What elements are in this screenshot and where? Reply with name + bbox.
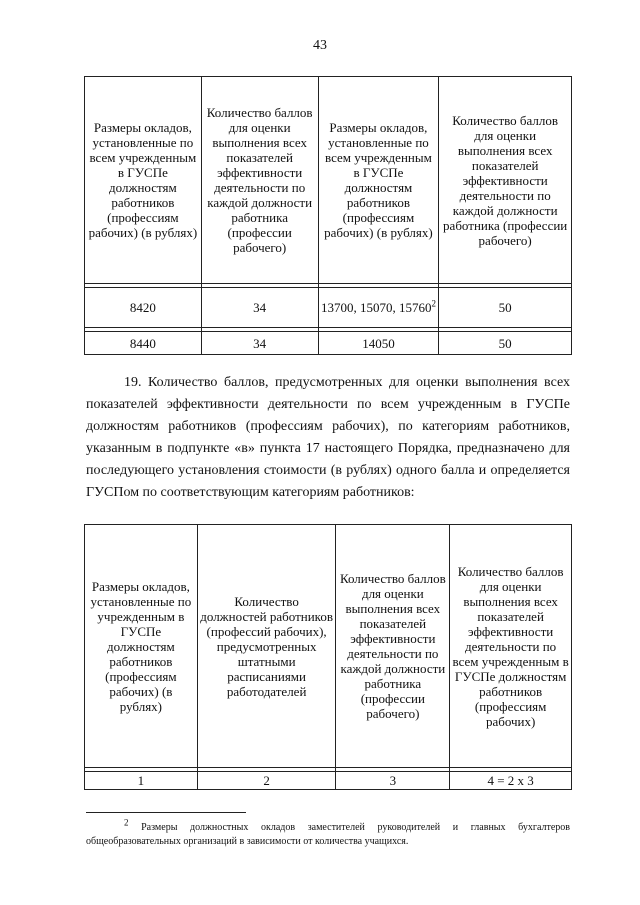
column-number: 4 = 2 x 3 [450, 772, 572, 790]
table-cell: 50 [439, 288, 572, 328]
table2-header-positions-count: Количество должностей работников (профессий рабочих), предусмотренных штатными расписаниями работодателей [197, 525, 336, 768]
column-number: 3 [336, 772, 450, 790]
table1-header-points-b: Количество баллов для оценки выполнения всех показателей эффективности деятельности по каждой должности работника (профессии рабочего) [439, 77, 572, 284]
footnote-ref: 2 [431, 298, 436, 309]
footnote-divider [86, 812, 246, 813]
salary-points-table-2 [84, 524, 572, 790]
table-cell: 13700, 15070, 15760$^2$ [318, 288, 439, 328]
footnote-mark: 2 [124, 817, 129, 828]
table-row [85, 288, 572, 328]
table2-header-points-per-position: Количество баллов для оценки выполнения всех показателей эффективности деятельности по каждой должности работника (профессии рабочего) [336, 525, 450, 768]
table-cell: 14050 [318, 332, 439, 355]
table-cell: 34 [201, 332, 318, 355]
column-number: 2 [197, 772, 336, 790]
page-number: 43 [313, 38, 327, 53]
paragraph-19: 19. Количество баллов, предусмотренных для оценки выполнения всех показателей эффективности деятельности по всем учрежденным в ГУСПе должностям работников (профессиям рабочих), по категориям работников, указанным в подпункте «в» пункта 17 настоящего Порядка, предназначено для последующего установления стоимости (в рублях) одного балла и определяется ГУСПом по соответствующим категориям работников: [86, 375, 570, 500]
table-row [85, 772, 572, 790]
table-row [85, 332, 572, 355]
table1-header-points-a: Количество баллов для оценки выполнения всех показателей эффективности деятельности по каждой должности работника (профессии рабочего) [201, 77, 318, 284]
salary-points-table-1 [84, 76, 572, 355]
table-cell: 34 [201, 288, 318, 328]
table1-header-salary-a: Размеры окладов, установленные по всем учрежденным в ГУСПе должностям работников (профессиям рабочих) (в рублях) [85, 77, 202, 284]
table1-header-salary-b: Размеры окладов, установленные по всем учрежденным в ГУСПе должностям работников (профессиям рабочих) (в рублях) [318, 77, 439, 284]
table-cell: 8420 [85, 288, 202, 328]
column-number: 1 [85, 772, 198, 790]
table2-header-points-total: Количество баллов для оценки выполнения всех показателей эффективности деятельности по всем учрежденным в ГУСПе должностям работников (профессиям рабочих) [450, 525, 572, 768]
footnote [86, 817, 570, 849]
footnote-text: Размеры должностных окладов заместителей руководителей и главных бухгалтеров общеобразовательных организаций в зависимости от количества учащихся. [86, 822, 570, 847]
table2-header-salary: Размеры окладов, установленные по учрежденным в ГУСПе должностям работников (профессиям рабочих) (в рублях) [85, 525, 198, 768]
table-cell: 8440 [85, 332, 202, 355]
table-cell: 50 [439, 332, 572, 355]
